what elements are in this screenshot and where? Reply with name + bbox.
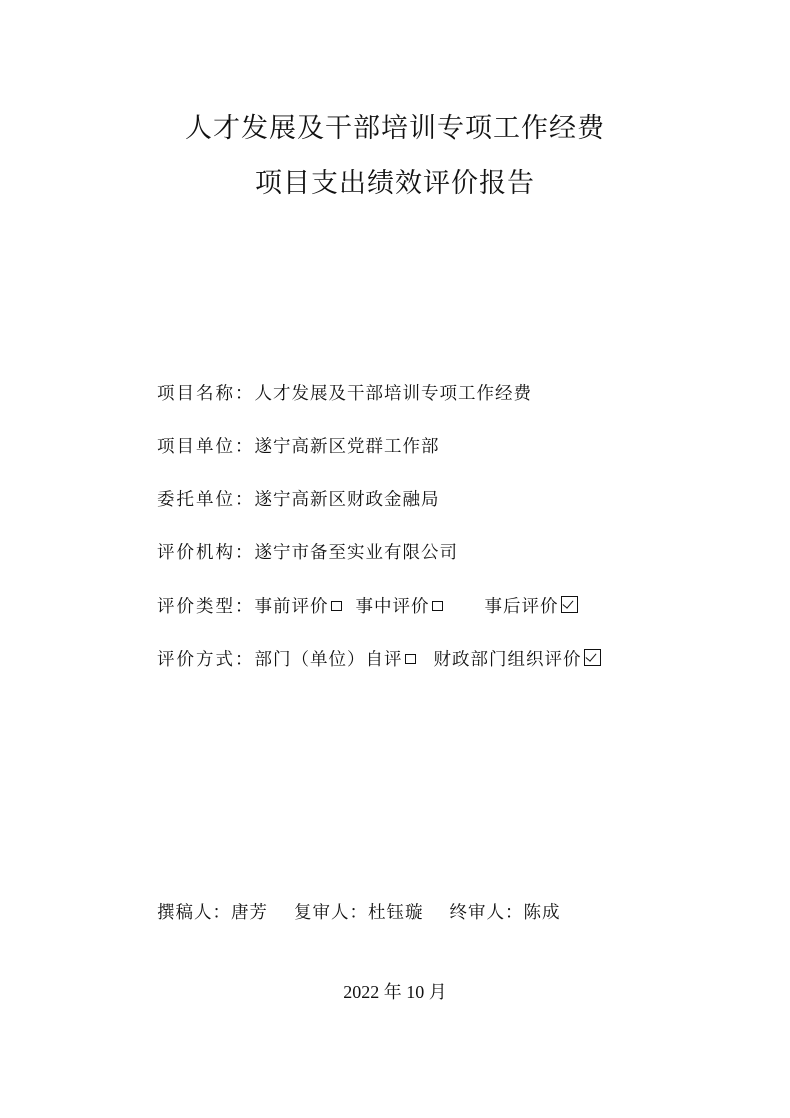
option-label: 事后评价 [484,597,559,617]
reviewer-name: 杜钰璇 [368,903,424,923]
unchecked-box-icon [331,601,342,611]
option-label: 事前评价 [254,597,329,617]
evaluation-type-option-ex-post [485,595,578,619]
report-date: 2022 年 10 月 [343,982,447,1002]
final-reviewer-label: 终审人： [449,903,524,923]
project-name-row [157,382,757,406]
project-unit-label: 项目单位： [157,437,255,457]
evaluation-agency-row [157,541,757,565]
evaluation-type-row [157,595,757,619]
drafter-name: 唐芳 [231,903,268,923]
evaluation-agency-label: 评价机构： [157,543,255,563]
commissioning-unit-value: 遂宁高新区财政金融局 [254,490,440,510]
unchecked-box-icon [432,601,443,611]
report-title-line-1: 人才发展及干部培训专项工作经费 [185,113,605,144]
project-unit-value: 遂宁高新区党群工作部 [254,437,440,457]
commissioning-unit-label: 委托单位： [157,490,255,510]
evaluation-type-option-in-process [356,595,443,619]
unchecked-box-icon [405,654,416,664]
evaluation-method-option-self [255,648,416,672]
project-unit-row [157,435,757,459]
option-label: 部门（单位）自评 [254,650,403,670]
project-name-value: 人才发展及干部培训专项工作经费 [254,384,532,404]
checked-box-icon [584,649,601,666]
signers-row [157,901,561,925]
final-reviewer-name: 陈成 [523,903,561,923]
evaluation-agency-value: 遂宁市备至实业有限公司 [254,543,458,563]
evaluation-method-option-finance [434,648,601,672]
evaluation-type-label: 评价类型： [157,597,255,617]
evaluation-type-option-ex-ante [255,595,342,619]
option-label: 财政部门组织评价 [433,650,582,670]
drafter-label: 撰稿人： [157,903,231,923]
evaluation-method-label: 评价方式： [157,650,255,670]
commissioning-unit-row [157,488,757,512]
reviewer-label: 复审人： [294,903,368,923]
option-label: 事中评价 [355,597,430,617]
evaluation-method-row [157,648,757,672]
report-title-line-2: 项目支出绩效评价报告 [255,168,535,199]
project-name-label: 项目名称： [157,384,255,404]
checked-box-icon [561,596,578,613]
